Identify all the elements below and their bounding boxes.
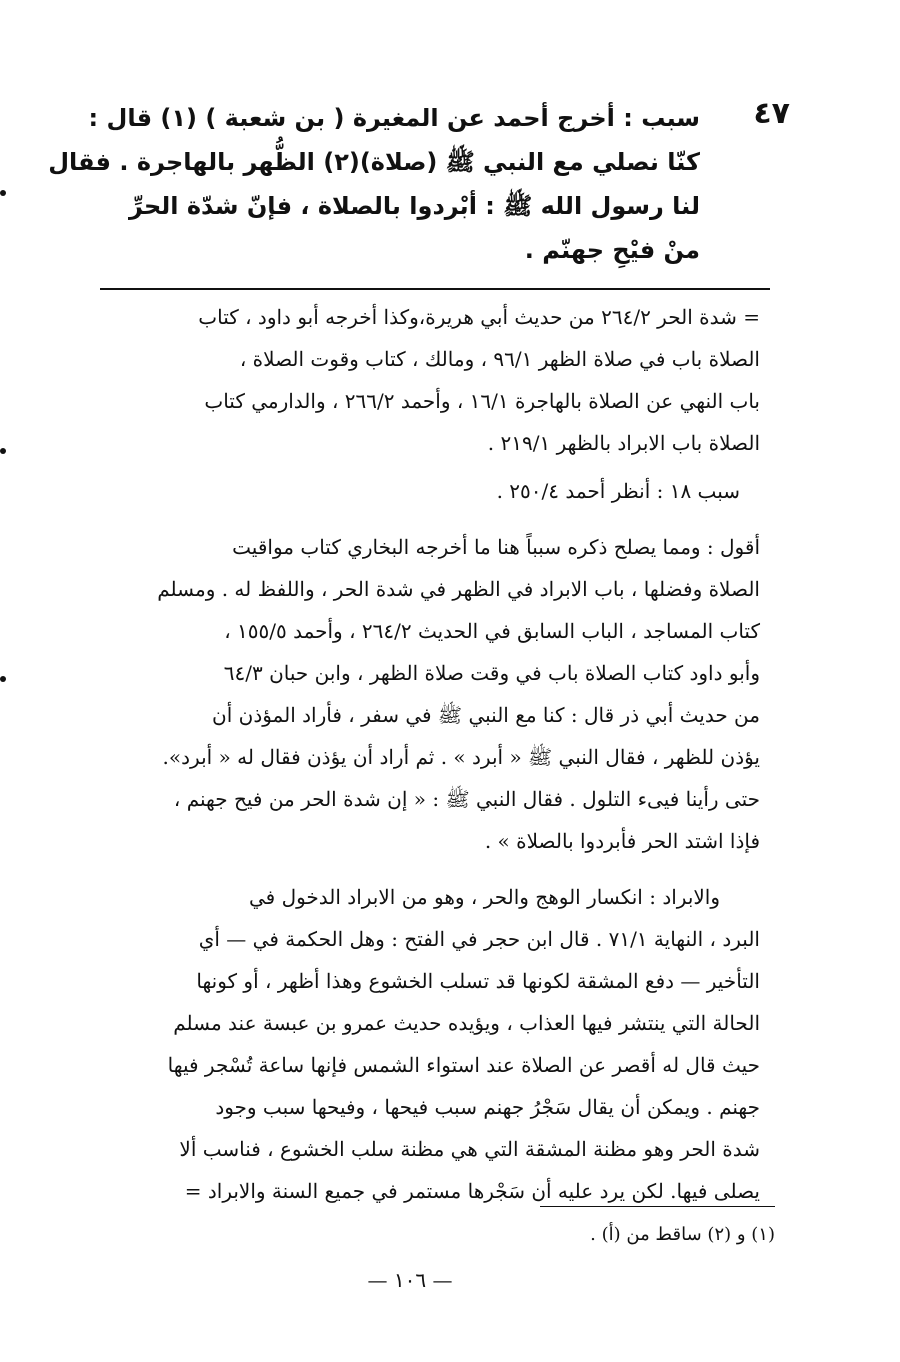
text-line: كتاب المساجد ، الباب السابق في الحديث ٢٦٤/٢ ، وأحمد ١٥٥/٥ ، bbox=[224, 619, 760, 643]
spacer bbox=[100, 862, 760, 876]
footnote: (١) و (٢) ساقط من (أ) . bbox=[590, 1224, 775, 1245]
separator-rule bbox=[100, 288, 770, 290]
text-line: يصلى فيها. لكن يرد عليه أن سَجْرها مستمر في جميع السنة والابراد = bbox=[184, 1179, 760, 1203]
page-number: — ١٠٦ — bbox=[367, 1268, 453, 1292]
text-line: الصلاة وفضلها ، باب الابراد في الظهر في شدة الحر ، واللفظ له . ومسلم bbox=[157, 577, 760, 601]
text-line: باب النهي عن الصلاة بالهاجرة ١٦/١ ، وأحمد ٢٦٦/٢ ، والدارمي كتاب bbox=[204, 389, 760, 413]
text-line: الصلاة باب الابراد بالظهر ٢١٩/١ . bbox=[487, 431, 760, 455]
margin-mark bbox=[0, 448, 6, 454]
text-line: والابراد : انكسار الوهج والحر ، وهو من الابراد الدخول في bbox=[248, 885, 720, 909]
commentary-paragraph-3 bbox=[100, 526, 760, 862]
hadith-number: ٤٧ bbox=[753, 96, 790, 131]
commentary bbox=[100, 296, 760, 1212]
text-line: الصلاة باب في صلاة الظهر ٩٦/١ ، ومالك ، كتاب وقوت الصلاة ، bbox=[239, 347, 760, 371]
text-line: حيث قال له أقصر عن الصلاة عند استواء الشمس فإنها ساعة تُسْجر فيها bbox=[167, 1053, 760, 1077]
text-line: الحالة التي ينتشر فيها العذاب ، ويؤيده حديث عمرو بن عبسة عند مسلم bbox=[173, 1011, 760, 1035]
margin-mark bbox=[0, 190, 6, 196]
text-line: فإذا اشتد الحر فأبردوا بالصلاة » . bbox=[484, 829, 760, 853]
text-line: سبب ١٨ : أنظر أحمد ٢٥٠/٤ . bbox=[496, 479, 740, 503]
text-line: يؤذن للظهر ، فقال النبي ﷺ « أبرد » . ثم أراد أن يؤذن فقال له « أبرد». bbox=[162, 745, 760, 769]
hadith-line: منْ فيْحِ جهنّم . bbox=[524, 236, 700, 264]
text-line: وأبو داود كتاب الصلاة باب في وقت صلاة الظهر ، وابن حبان ٦٤/٣ bbox=[223, 661, 760, 685]
text-line: شدة الحر وهو مظنة المشقة التي هي مظنة سلب الخشوع ، فناسب ألا bbox=[179, 1137, 760, 1161]
text-line: التأخير — دفع المشقة لكونها قد تسلب الخشوع وهذا أظهر ، أو كونها bbox=[196, 969, 760, 993]
text-line: جهنم . ويمكن أن يقال سَجْرُ جهنم سبب فيحها ، وفيحها سبب وجود bbox=[215, 1095, 760, 1119]
commentary-paragraph-4 bbox=[100, 876, 760, 1212]
commentary-paragraph-1 bbox=[100, 296, 760, 464]
text-line: حتى رأينا فيىء التلول . فقال النبي ﷺ : « إن شدة الحر من فيح جهنم ، bbox=[173, 787, 760, 811]
text-line: من حديث أبي ذر قال : كنا مع النبي ﷺ في سفر ، فأراد المؤذن أن bbox=[212, 703, 760, 727]
text-line: = شدة الحر ٢٦٤/٢ من حديث أبي هريرة،وكذا أخرجه أبو داود ، كتاب bbox=[198, 305, 760, 329]
hadith-text bbox=[48, 96, 700, 272]
margin-mark bbox=[0, 676, 6, 682]
text-line: أقول : ومما يصلح ذكره سبباً هنا ما أخرجه البخاري كتاب مواقيت bbox=[232, 535, 760, 559]
text-line: البرد ، النهاية ٧١/١ . قال ابن حجر في الفتح : وهل الحكمة في — أي bbox=[198, 927, 760, 951]
commentary-paragraph-2 bbox=[100, 470, 760, 512]
hadith-line: لنا رسول الله ﷺ : أبْردوا بالصلاة ، فإنّ شدّة الحرِّ bbox=[129, 192, 700, 220]
footnote-rule bbox=[540, 1206, 775, 1207]
hadith-line: سبب : أخرج أحمد عن المغيرة ( بن شعبة ) (١) قال : bbox=[88, 104, 700, 132]
spacer bbox=[100, 512, 760, 526]
hadith-line: كنّا نصلي مع النبي ﷺ (صلاة)(٢) الظُّهر بالهاجرة . فقال bbox=[48, 148, 700, 176]
